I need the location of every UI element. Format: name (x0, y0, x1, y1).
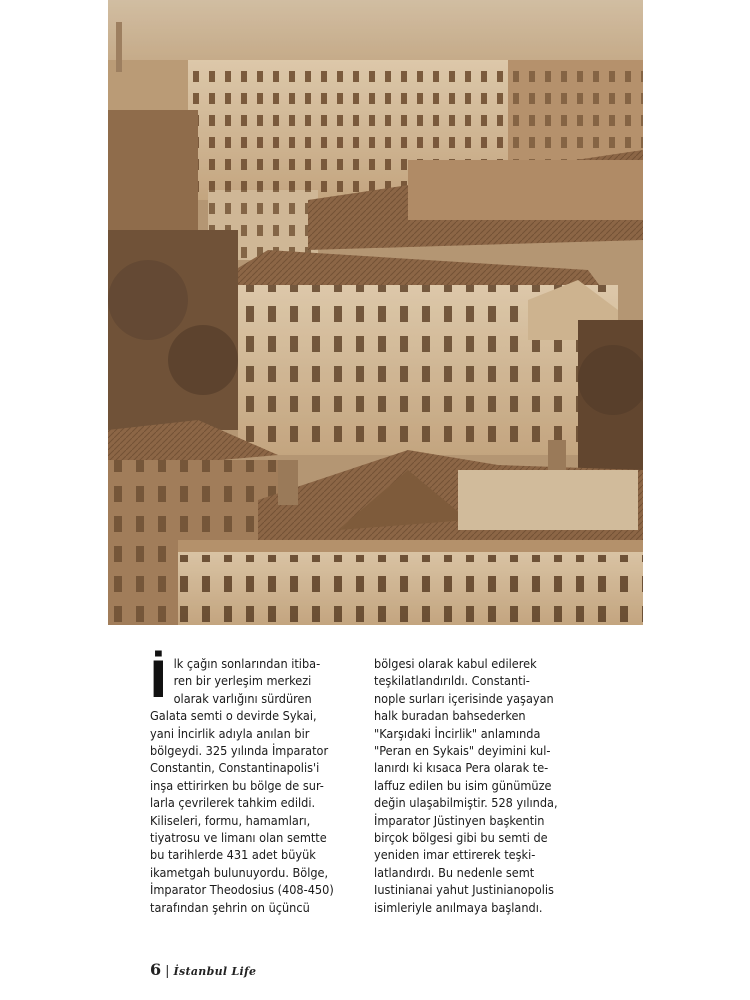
historic-galata-photograph (108, 0, 643, 625)
page-footer (150, 960, 256, 979)
col2-line: halk buradan bahsederken (374, 708, 526, 724)
col1-line: bölgeydi. 325 yılında İmparator (150, 743, 329, 759)
col1-line: ren bir yerleşim merkezi (173, 673, 312, 689)
col1-line: tiyatrosu ve limanı olan semtte (150, 830, 327, 846)
article-column-1-text (149, 651, 370, 916)
article-column-2 (374, 655, 594, 916)
col1-line: ikametgah bulunuyordu. Bölge, (150, 864, 329, 880)
col2-line: latlandırdı. Bu nedenle semt (374, 864, 535, 880)
col2-line: teşkilatlandırıldı. Constanti- (374, 673, 530, 689)
col1-line: Galata semti o devirde Sykai, (150, 708, 317, 724)
col1-line: olarak varlığını sürdüren (173, 690, 312, 706)
footer-separator: | (165, 964, 170, 979)
col2-line: lanırdı ki kısaca Pera olarak te- (374, 760, 549, 776)
page-number: 6 (150, 960, 162, 979)
article-column-2-text (374, 655, 594, 916)
col1-line: bu tarihlerde 431 adet büyük (150, 847, 316, 863)
col1-line: tarafından şehrin on üçüncü (150, 899, 310, 915)
col1-line: yani İncirlik adıyla anılan bir (150, 725, 310, 741)
magazine-name: İstanbul Life (173, 965, 257, 978)
col2-line: "Karşıdaki İncirlik" anlamında (374, 725, 541, 741)
col2-line: bölgesi olarak kabul edilerek (374, 656, 537, 671)
col1-line: larla çevrilerek tahkim edildi. (150, 795, 316, 811)
col1-line: Kiliseleri, formu, hamamları, (150, 812, 311, 828)
drop-cap: İ (149, 651, 168, 709)
col2-line: İmparator Jüstinyen başkentin (374, 812, 545, 828)
col1-line: inşa ettirirken bu bölge de sur- (150, 777, 324, 793)
col2-line: Iustinianai yahut Justinianopolis (374, 882, 554, 898)
article-column-1 (149, 651, 370, 916)
col2-line: birçok bölgesi gibi bu semti de (374, 830, 548, 846)
photo-illustration (108, 0, 643, 625)
col2-line: yeniden imar ettirerek teşki- (374, 847, 536, 863)
col1-line: Constantin, Constantinapolis'i (150, 760, 320, 776)
col2-line: nople surları içerisinde yaşayan (374, 690, 554, 706)
col2-line: isimleriyle anılmaya başlandı. (374, 899, 543, 915)
col2-line: "Peran en Sykais" deyimini kul- (374, 743, 551, 759)
col1-line: İmparator Theodosius (408-450) (150, 882, 334, 898)
col2-line: değin ulaşabilmiştir. 528 yılında, (374, 795, 558, 811)
col1-line: lk çağın sonlarından itiba- (173, 656, 321, 671)
col2-line: laffuz edilen bu isim günümüze (374, 777, 552, 793)
